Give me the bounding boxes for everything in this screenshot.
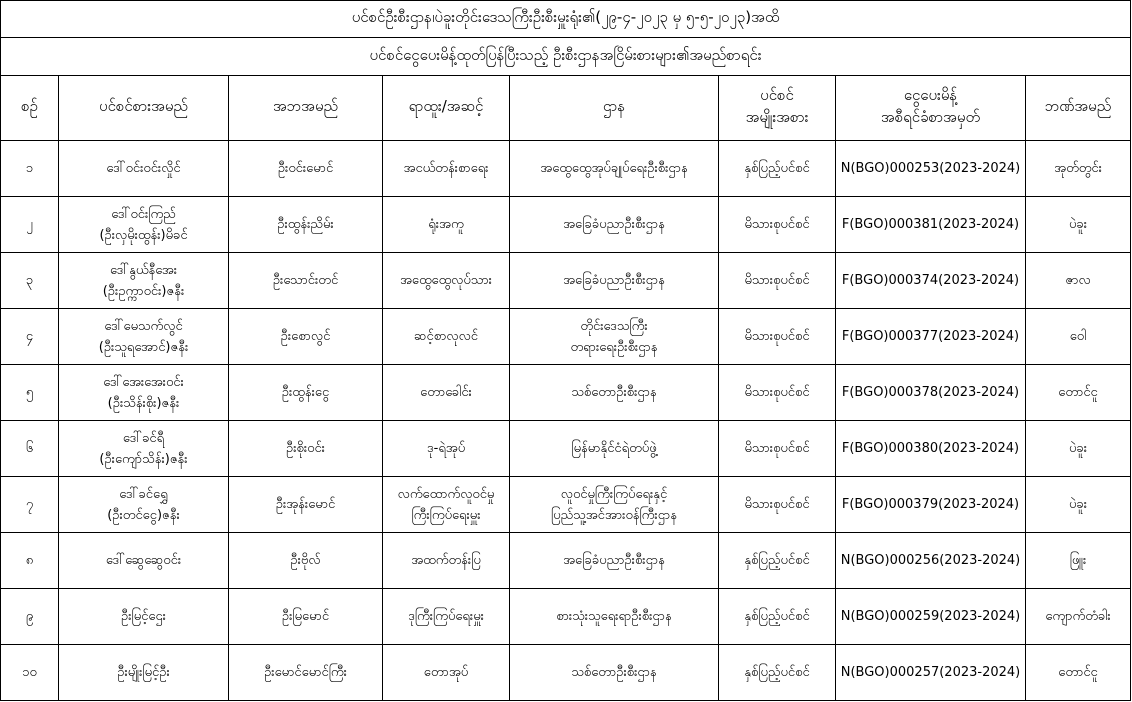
cell-rank <box>383 589 510 645</box>
cell-name <box>59 477 229 533</box>
cell-name <box>59 253 229 309</box>
cell-name <box>59 533 229 589</box>
cell-father: ဦးမြမောင် <box>229 589 383 645</box>
cell-dept-line1: အခြေခံပညာဦးစီးဌာန <box>563 273 665 288</box>
cell-rank-line1: အငယ်တန်းစာရေး <box>403 161 489 176</box>
cell-pension-type: မိသားစုပင်စင် <box>719 253 836 309</box>
table-row <box>1 365 1131 421</box>
header-pension-type-line2: အမျိုးအစား <box>745 108 809 126</box>
cell-dept <box>510 533 719 589</box>
cell-order-no: N(BGO)000256(2023-2024) <box>836 533 1026 589</box>
cell-father: ဦးစိုးဝင်း <box>229 421 383 477</box>
cell-order-no: F(BGO)000374(2023-2024) <box>836 253 1026 309</box>
cell-rank <box>383 645 510 701</box>
cell-name-line2: (ဦးကျော်သိန်း)ဇနီး <box>99 451 188 467</box>
cell-rank <box>383 197 510 253</box>
cell-dept <box>510 645 719 701</box>
cell-name <box>59 589 229 645</box>
cell-dept <box>510 477 719 533</box>
header-bank: ဘဏ်အမည် <box>1026 76 1131 141</box>
cell-rank-line1: လက်ထောက်လူဝင်မှု <box>397 486 495 502</box>
cell-father: ဦးထွန်းငွေ <box>229 365 383 421</box>
header-order-no-line2: အစီရင်ခံစာအမှတ် <box>880 108 981 126</box>
header-order-no <box>836 76 1026 141</box>
cell-name-line2: (ဦးတင်ငွေ)ဇနီး <box>107 507 180 523</box>
cell-rank-line1: ဒုကြီးကြပ်ရေးမှူး <box>408 609 484 624</box>
cell-order-no: N(BGO)000259(2023-2024) <box>836 589 1026 645</box>
cell-name-line2: (ဦးသိန်းစိုး)ဇနီး <box>107 395 180 411</box>
cell-dept-line1: သစ်တောဦးစီးဌာန <box>571 665 657 680</box>
cell-name <box>59 197 229 253</box>
cell-name <box>59 365 229 421</box>
cell-father: ဦးထွန်းညိမ်း <box>229 197 383 253</box>
cell-no: ၃ <box>1 253 59 309</box>
header-no: စဉ် <box>1 76 59 141</box>
table-subtitle: ပင်စင်ငွေပေးမိန့်ထုတ်ပြန်ပြီးသည့် ဦးစီးဌာနအငြိမ်းစားများ၏အမည်စာရင်း <box>1 38 1131 76</box>
cell-father: ဦးဗိုလ် <box>229 533 383 589</box>
cell-father: ဦးအုန်းမောင် <box>229 477 383 533</box>
cell-dept <box>510 421 719 477</box>
table-row <box>1 645 1131 701</box>
cell-bank: အုတ်တွင်း <box>1026 141 1131 197</box>
cell-rank <box>383 141 510 197</box>
cell-dept-line1: စားသုံးသူရေးရာဦးစီးဌာန <box>556 609 672 624</box>
table-row <box>1 533 1131 589</box>
cell-name <box>59 645 229 701</box>
cell-rank <box>383 309 510 365</box>
cell-name <box>59 141 229 197</box>
cell-name-line1: ဒေါ်အေးအေးဝင်း <box>103 374 184 390</box>
cell-name-line1: ဒေါ်ခင်ရီ <box>122 430 165 446</box>
cell-pension-type: မိသားစုပင်စင် <box>719 477 836 533</box>
cell-bank: ကျောက်တံခါး <box>1026 589 1131 645</box>
cell-no: ၅ <box>1 365 59 421</box>
cell-name <box>59 421 229 477</box>
cell-pension-type: နှစ်ပြည့်ပင်စင် <box>719 533 836 589</box>
subtitle-row <box>1 38 1131 76</box>
cell-order-no: F(BGO)000379(2023-2024) <box>836 477 1026 533</box>
table-row <box>1 309 1131 365</box>
cell-name-line1: ဒေါ်မေသက်လွင် <box>104 318 183 334</box>
cell-name-line1: ဒေါ်ဝင်းဝင်းလှိုင် <box>106 161 181 176</box>
cell-name-line1: ဦးမျိုးမြင့်ဦး <box>117 665 170 680</box>
cell-bank: ဖြူး <box>1026 533 1131 589</box>
cell-bank: တောင်ငူ <box>1026 365 1131 421</box>
cell-no: ၁ <box>1 141 59 197</box>
cell-rank-line1: အထွေထွေလုပ်သား <box>399 273 492 288</box>
cell-father: ဦးမောင်မောင်ကြီး <box>229 645 383 701</box>
cell-dept-line1: အထွေထွေအုပ်ချုပ်ရေးဦးစီးဌာန <box>540 161 688 176</box>
table-row <box>1 141 1131 197</box>
cell-name-line2: (ဦးသူရအောင်)ဇနီး <box>98 339 189 355</box>
cell-order-no: N(BGO)000253(2023-2024) <box>836 141 1026 197</box>
cell-no: ၂ <box>1 197 59 253</box>
cell-bank: တောင်ငူ <box>1026 645 1131 701</box>
cell-dept-line1: အခြေခံပညာဦးစီးဌာန <box>563 217 665 232</box>
cell-rank <box>383 533 510 589</box>
cell-dept <box>510 141 719 197</box>
cell-dept-line2: တရားရေးဦးစီးဌာန <box>570 339 658 355</box>
cell-dept-line1: မြန်မာနိုင်ငံရဲတပ်ဖွဲ့ <box>571 441 657 456</box>
cell-bank: ပဲခူး <box>1026 477 1131 533</box>
header-rank: ရာထူး/အဆင့် <box>383 76 510 141</box>
table-row <box>1 477 1131 533</box>
cell-father: ဦးစောလွင် <box>229 309 383 365</box>
cell-dept-line1: လူဝင်မှုကြီးကြပ်ရေးနှင့် <box>560 486 668 502</box>
cell-no: ၇ <box>1 477 59 533</box>
cell-order-no: F(BGO)000378(2023-2024) <box>836 365 1026 421</box>
header-order-no-line1: ငွေပေးမိန့် <box>903 86 958 104</box>
cell-dept <box>510 309 719 365</box>
cell-no: ၉ <box>1 589 59 645</box>
header-pension-type <box>719 76 836 141</box>
cell-pension-type: နှစ်ပြည့်ပင်စင် <box>719 645 836 701</box>
cell-pension-type: မိသားစုပင်စင် <box>719 309 836 365</box>
cell-no: ၆ <box>1 421 59 477</box>
cell-pension-type: မိသားစုပင်စင် <box>719 421 836 477</box>
table-title: ပင်စင်ဦးစီးဌာန၊ပဲခူးတိုင်းဒေသကြီးဦးစီးမှူးရုံး၏(၂၉-၄-၂၀၂၃ မှ ၅-၅-၂၀၂၃)အထိ <box>1 1 1131 38</box>
table-row <box>1 589 1131 645</box>
cell-dept <box>510 197 719 253</box>
cell-bank: ဝေါ <box>1026 309 1131 365</box>
cell-name-line1: ဒေါ်နွယ်နီအေး <box>109 262 178 278</box>
cell-name-line1: ဒေါ်ဝင်းကြည် <box>111 206 176 222</box>
cell-rank <box>383 365 510 421</box>
title-row <box>1 1 1131 38</box>
table-row <box>1 253 1131 309</box>
cell-name-line1: ဒေါ်ဆွေဆွေဝင်း <box>105 553 182 568</box>
header-father: အဘအမည် <box>229 76 383 141</box>
cell-dept <box>510 253 719 309</box>
cell-name-line2: (ဦးဥက္ကာဝင်း)ဇနီး <box>102 283 185 299</box>
table-row <box>1 421 1131 477</box>
cell-dept-line1: သစ်တောဦးစီးဌာန <box>571 385 657 400</box>
cell-bank: ဇာလ <box>1026 253 1131 309</box>
cell-rank-line1: အထက်တန်းပြ <box>411 553 481 568</box>
cell-rank-line1: တောအုပ် <box>423 665 469 680</box>
cell-pension-type: မိသားစုပင်စင် <box>719 197 836 253</box>
cell-no: ၁၀ <box>1 645 59 701</box>
cell-name-line1: ဦးမြင့်ဌေး <box>121 609 166 624</box>
cell-order-no: F(BGO)000380(2023-2024) <box>836 421 1026 477</box>
cell-rank <box>383 253 510 309</box>
cell-dept <box>510 365 719 421</box>
cell-rank-line1: တောခေါင်း <box>420 385 472 400</box>
table-row <box>1 197 1131 253</box>
cell-dept-line1: အခြေခံပညာဦးစီးဌာန <box>563 553 665 568</box>
cell-dept-line1: တိုင်းဒေသကြီး <box>580 318 648 334</box>
cell-name-line1: ဒေါ်ခင်ရွှေ <box>119 486 168 502</box>
cell-father: ဦးဝင်းမောင် <box>229 141 383 197</box>
cell-order-no: F(BGO)000377(2023-2024) <box>836 309 1026 365</box>
cell-pension-type: နှစ်ပြည့်ပင်စင် <box>719 141 836 197</box>
cell-rank-line1: ဒု-ရဲအုပ် <box>426 441 466 456</box>
cell-name <box>59 309 229 365</box>
cell-order-no: F(BGO)000381(2023-2024) <box>836 197 1026 253</box>
cell-name-line2: (ဦးလှမိုးထွန်း)မိခင် <box>99 227 188 243</box>
cell-dept <box>510 589 719 645</box>
header-dept: ဌာန <box>510 76 719 141</box>
cell-order-no: N(BGO)000257(2023-2024) <box>836 645 1026 701</box>
cell-pension-type: မိသားစုပင်စင် <box>719 365 836 421</box>
cell-bank: ပဲခူး <box>1026 421 1131 477</box>
cell-bank: ပဲခူး <box>1026 197 1131 253</box>
cell-rank-line1: ရုံးအကူ <box>428 217 464 232</box>
cell-rank <box>383 421 510 477</box>
cell-dept-line2: ပြည်သူ့အင်အားဝန်ကြီးဌာန <box>551 507 677 523</box>
cell-pension-type: နှစ်ပြည့်ပင်စင် <box>719 589 836 645</box>
header-name: ပင်စင်စားအမည် <box>59 76 229 141</box>
table-body <box>1 141 1131 701</box>
cell-rank-line2: ကြီးကြပ်ရေးမှူး <box>411 507 481 523</box>
cell-rank <box>383 477 510 533</box>
cell-rank-line1: ဆင့်စာလုလင် <box>413 329 479 344</box>
header-row <box>1 76 1131 141</box>
cell-no: ၈ <box>1 533 59 589</box>
header-pension-type-line1: ပင်စင် <box>760 86 794 104</box>
cell-no: ၄ <box>1 309 59 365</box>
cell-father: ဦးသောင်းတင် <box>229 253 383 309</box>
